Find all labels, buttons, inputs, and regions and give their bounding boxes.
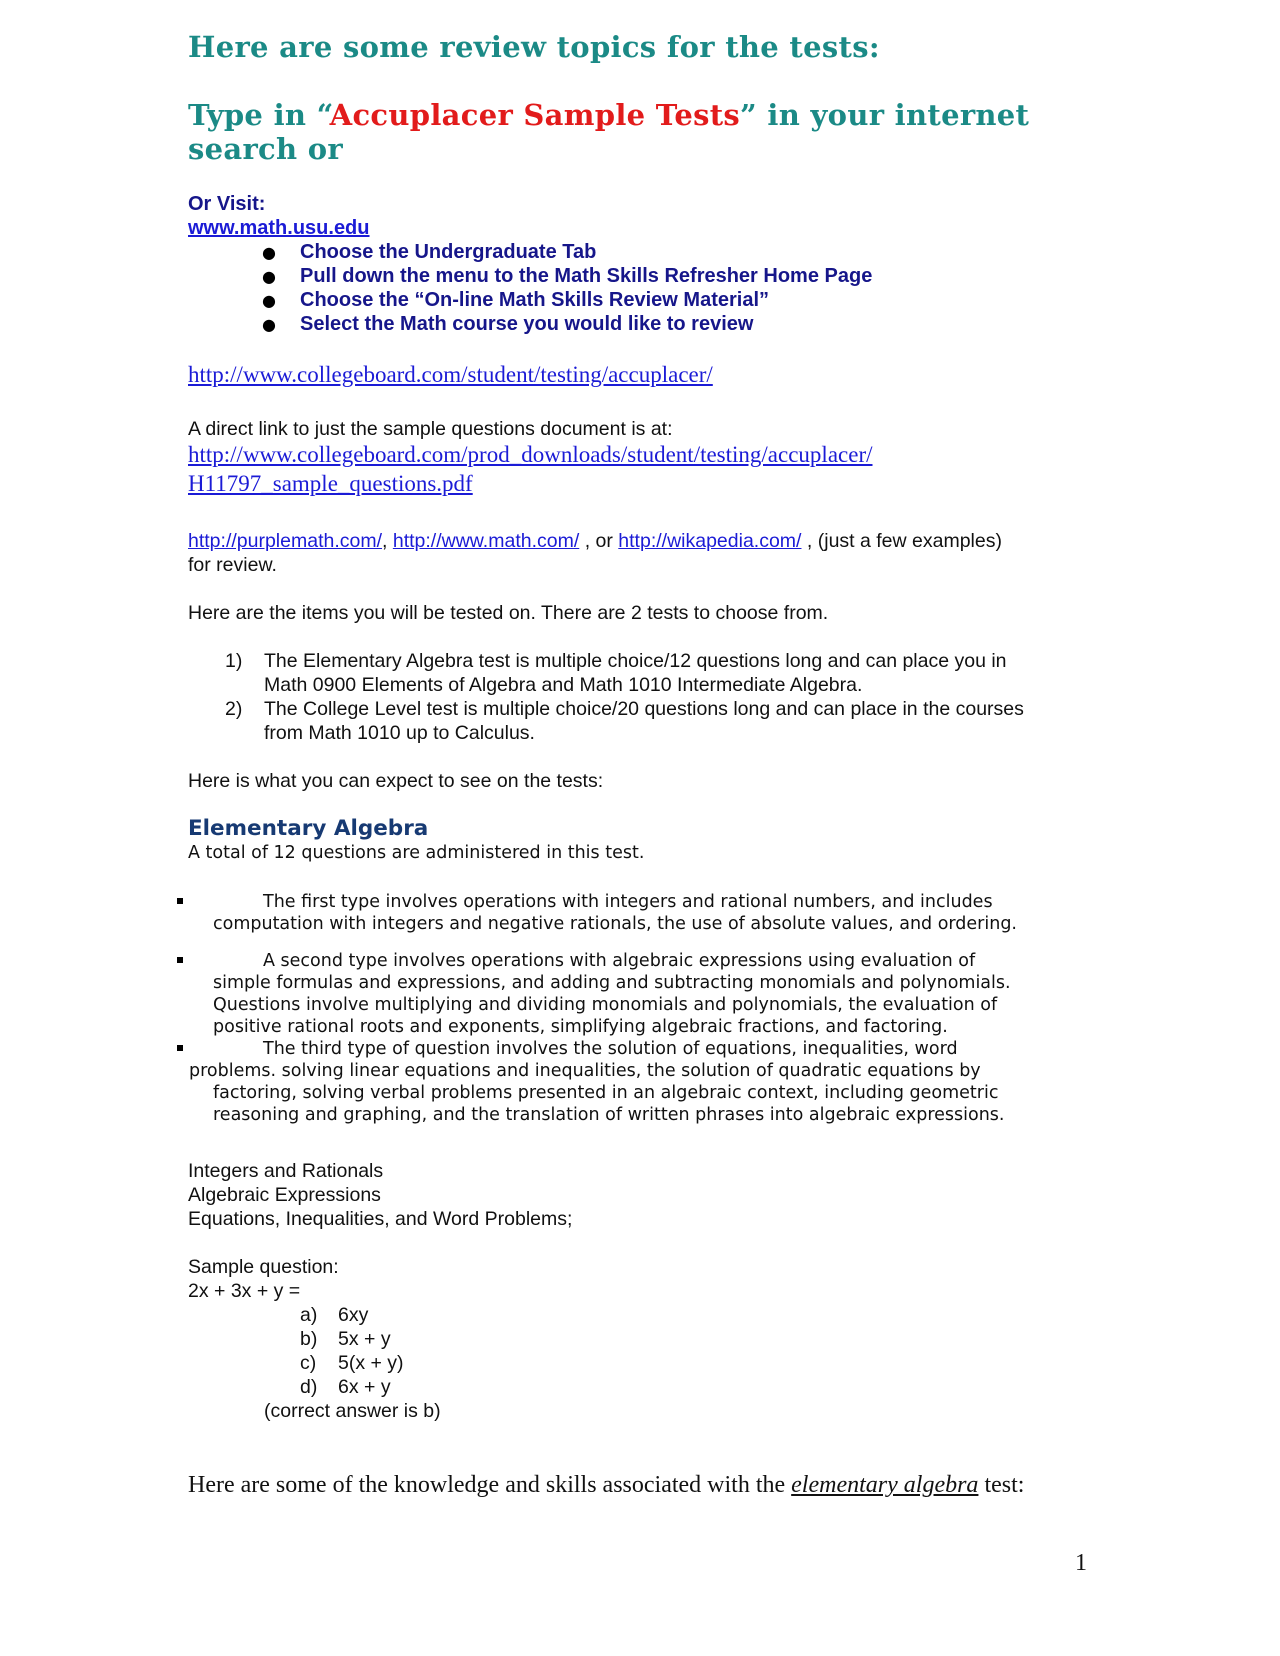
heading-prefix: Type in “ [188, 98, 330, 132]
closing-emphasis: elementary algebra [791, 1472, 979, 1498]
type-line: The first type involves operations with integers and rational numbers, and includes [263, 892, 993, 912]
wikapedia-link[interactable]: http://wikapedia.com/ [618, 530, 802, 552]
step-bullet-icon: ● [262, 243, 276, 262]
expect-intro: Here is what you can expect to see on the tests: [188, 770, 604, 792]
step-bullet-icon: ● [262, 267, 276, 286]
sample-question-label: Sample question: [188, 1256, 339, 1278]
section-title-elementary-algebra: Elementary Algebra [188, 816, 429, 841]
topic-item: Algebraic Expressions [188, 1184, 381, 1206]
heading-search-instructions [188, 98, 1029, 132]
type-line: problems. solving linear equations and inequalities, the solution of quadratic equations by [189, 1061, 981, 1081]
square-bullet-icon [177, 1045, 183, 1051]
items-intro: Here are the items you will be tested on. There are 2 tests to choose from. [188, 602, 829, 624]
square-bullet-icon [177, 957, 183, 963]
step-bullet-icon: ● [262, 315, 276, 334]
type-line: reasoning and graphing, and the translation of written phrases into algebraic expressions. [213, 1105, 1005, 1125]
sample-questions-pdf-link[interactable]: http://www.collegeboard.com/prod_downloads/student/testing/accuplacer/ [188, 442, 873, 467]
test-description-cont: from Math 1010 up to Calculus. [264, 722, 535, 744]
review-sites-line [188, 530, 1002, 553]
heading-search-or: search or [188, 132, 344, 166]
test-description: The College Level test is multiple choice/20 questions long and can place in the courses [264, 698, 1024, 720]
review-sep: , or [584, 530, 613, 552]
type-line: Questions involve multiplying and dividing monomials and polynomials, the evaluation of [213, 995, 998, 1015]
option-letter: c) [300, 1352, 317, 1374]
type-line: The third type of question involves the solution of equations, inequalities, word [263, 1039, 958, 1059]
test-description: The Elementary Algebra test is multiple choice/12 questions long and can place you in [264, 650, 1007, 672]
page-number: 1 [1075, 1550, 1087, 1576]
review-tail: , (just a few examples) [806, 530, 1002, 552]
direct-link-intro: A direct link to just the sample questions document is at: [188, 418, 673, 440]
topic-item: Integers and Rationals [188, 1160, 384, 1182]
collegeboard-accuplacer-link[interactable]: http://www.collegeboard.com/student/testing/accuplacer/ [188, 362, 713, 387]
option-text: 5x + y [338, 1328, 391, 1350]
sample-questions-pdf-link-cont[interactable]: H11797_sample_questions.pdf [188, 471, 473, 496]
visit-step: Select the Math course you would like to review [300, 313, 754, 335]
heading-review-topics: Here are some review topics for the tests: [188, 30, 880, 64]
option-text: 6xy [338, 1304, 369, 1326]
step-bullet-icon: ● [262, 291, 276, 310]
option-letter: d) [300, 1376, 318, 1398]
purplemath-link[interactable]: http://purplemath.com/ [188, 530, 383, 552]
heading-accuplacer-highlight: Accuplacer Sample Tests [329, 98, 741, 132]
math-usu-link[interactable]: www.math.usu.edu [188, 217, 370, 239]
correct-answer-note: (correct answer is b) [264, 1400, 441, 1422]
visit-step: Choose the Undergraduate Tab [300, 241, 597, 263]
type-line: positive rational roots and exponents, simplifying algebraic fractions, and factoring. [213, 1017, 948, 1037]
test-number: 2) [225, 698, 243, 720]
option-text: 5(x + y) [338, 1352, 404, 1374]
visit-step: Choose the “On-line Math Skills Review Material” [300, 289, 769, 311]
type-line: factoring, solving verbal problems presented in an algebraic context, including geometric [213, 1083, 999, 1103]
topic-item: Equations, Inequalities, and Word Problems; [188, 1208, 573, 1230]
visit-step: Pull down the menu to the Math Skills Refresher Home Page [300, 265, 873, 287]
test-number: 1) [225, 650, 243, 672]
sample-question-text: 2x + 3x + y = [188, 1280, 301, 1302]
closing-suffix: test: [978, 1472, 1025, 1498]
mathcom-link[interactable]: http://www.math.com/ [392, 530, 580, 552]
type-line: simple formulas and expressions, and adding and subtracting monomials and polynomials. [213, 973, 1011, 993]
heading-suffix: ” in your internet [740, 98, 1030, 132]
closing-sentence [188, 1472, 1024, 1499]
visit-label: Or Visit: [188, 193, 266, 215]
review-sites-line2: for review. [188, 554, 277, 576]
type-description [213, 891, 1017, 935]
type-line: computation with integers and negative rationals, the use of absolute values, and ordering. [213, 914, 1017, 934]
closing-prefix: Here are some of the knowledge and skills associated with the [188, 1472, 792, 1498]
type-description [189, 1038, 1005, 1126]
square-bullet-icon [177, 898, 183, 904]
option-letter: b) [300, 1328, 318, 1350]
test-description-cont: Math 0900 Elements of Algebra and Math 1010 Intermediate Algebra. [264, 674, 863, 696]
type-description [213, 950, 1011, 1038]
type-line: A second type involves operations with algebraic expressions using evaluation of [263, 951, 976, 971]
review-sep: , [382, 530, 388, 552]
option-text: 6x + y [338, 1376, 391, 1398]
section-total-questions: A total of 12 questions are administered in this test. [188, 843, 645, 863]
option-letter: a) [300, 1304, 318, 1326]
